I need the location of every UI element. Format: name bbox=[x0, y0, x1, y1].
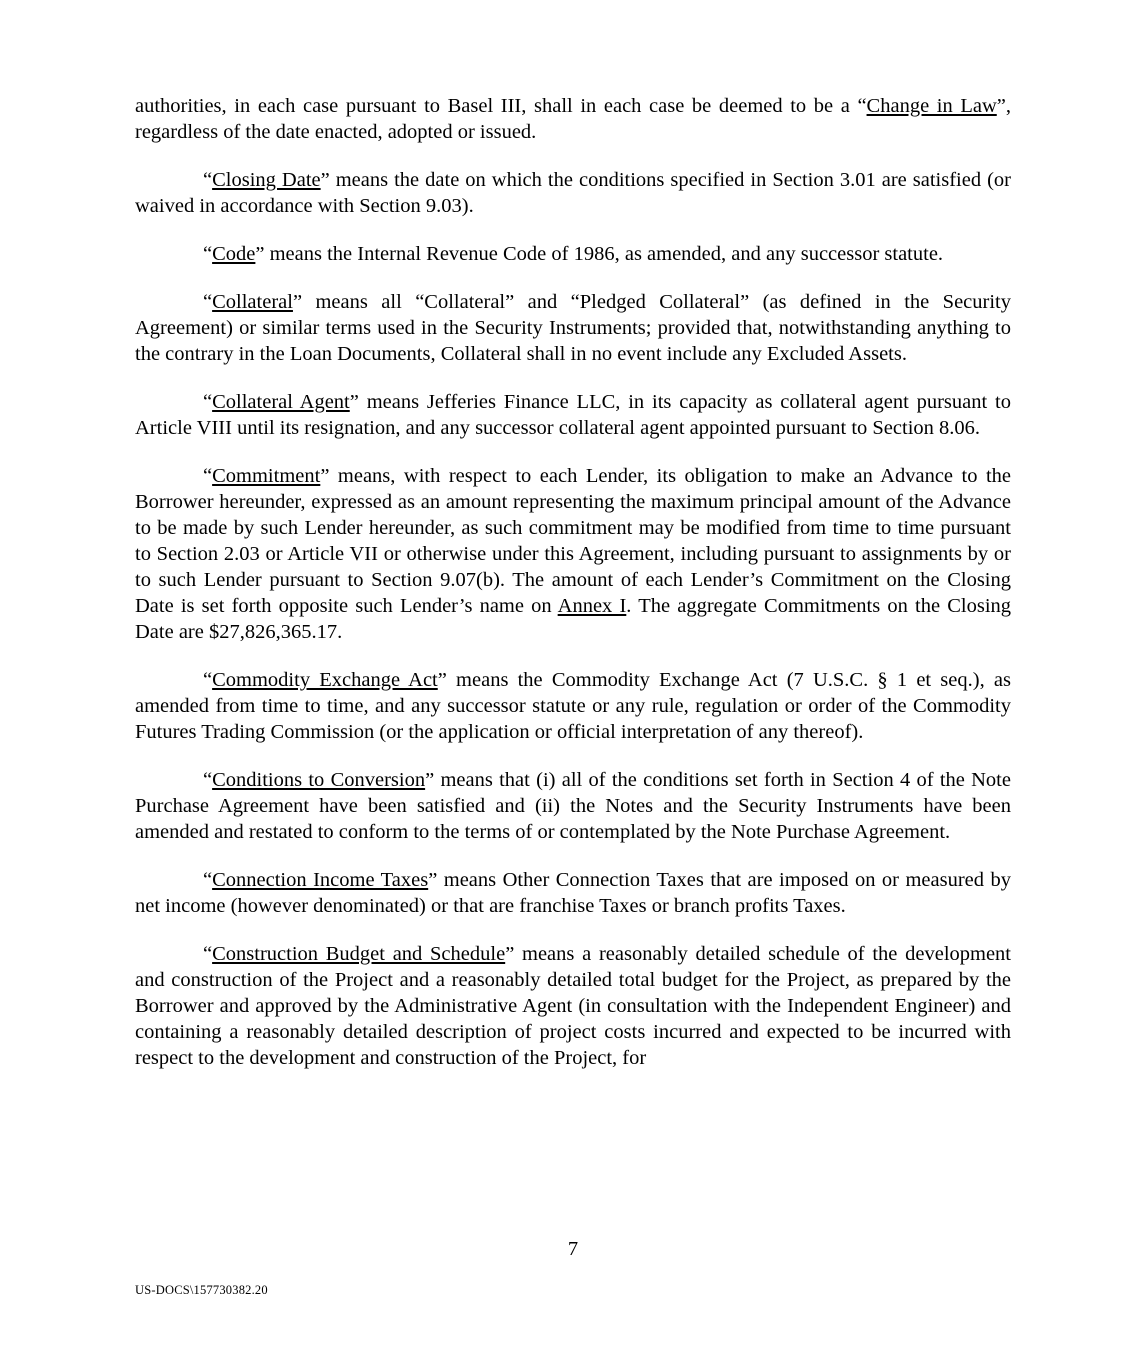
defined-term: Collateral bbox=[212, 291, 293, 313]
definition-collateral bbox=[135, 289, 1011, 367]
text-run: “ bbox=[203, 465, 213, 487]
page-number: 7 bbox=[567, 1238, 579, 1260]
defined-term: Change in Law bbox=[866, 95, 997, 117]
text-run: ”, regardless of the date enacted, adopted or issued. bbox=[135, 95, 1011, 143]
defined-term: Commodity Exchange Act bbox=[212, 669, 438, 691]
defined-term: Code bbox=[212, 243, 256, 265]
annex-reference: Annex I bbox=[557, 595, 627, 617]
text-run: ” means Jefferies Finance LLC, in its capacity as collateral agent pursuant to Article VIII until its resignation, and any successor collateral agent appointed pursuant to Section 8.06. bbox=[135, 391, 1011, 439]
document-body bbox=[135, 93, 1011, 1093]
definition-connection-income-taxes bbox=[135, 867, 1011, 919]
text-run: ” means a reasonably detailed schedule of the development and construction of the Project and a reasonably detailed total budget for the Project, as prepared by the Borrower and approved by the Administrative Agent (in consultation with the Independent Engineer) and containing a reasonably detailed description of project costs incurred and expected to be incurred with respect to the development and construction of the Project, for bbox=[135, 943, 1012, 1069]
definition-conditions-to-conversion bbox=[135, 767, 1011, 845]
definition-construction-budget-and-schedule bbox=[135, 941, 1011, 1071]
text-run: ” means that (i) all of the conditions set forth in Section 4 of the Note Purchase Agreement have been satisfied and (ii) the Notes and the Security Instruments have been amended and restated to conform to the terms of or contemplated by the Note Purchase Agreement. bbox=[135, 769, 1011, 843]
definition-commodity-exchange-act bbox=[135, 667, 1011, 745]
document-id: US-DOCS\157730382.20 bbox=[135, 1283, 268, 1297]
text-run: ” means Other Connection Taxes that are imposed on or measured by net income (however denominated) or that are franchise Taxes or branch profits Taxes. bbox=[135, 869, 1011, 917]
definition-commitment bbox=[135, 463, 1011, 645]
text-run: ” means all “Collateral” and “Pledged Collateral” (as defined in the Security Agreement) or similar terms used in the Security Instruments; provided that, notwithstanding anything to the contrary in the Loan Documents, Collateral shall in no event include any Excluded Assets. bbox=[135, 291, 1011, 365]
text-run: ” means, with respect to each Lender, its obligation to make an Advance to the Borrower hereunder, expressed as an amount representing the maximum principal amount of the Advance to be made by such Lender hereunder, as such commitment may be modified from time to time pursuant to Section 2.03 or Article VII or otherwise under this Agreement, including pursuant to assignments by or to such Lender pursuant to Section 9.07(b). The amount of each Lender’s Commitment on the Closing Date is set forth opposite such Lender’s name on bbox=[135, 465, 1011, 617]
text-run: “ bbox=[203, 943, 213, 965]
text-run: “ bbox=[203, 291, 213, 313]
text-run: “ bbox=[203, 769, 213, 791]
text-run: authorities, in each case pursuant to Basel III, shall in each case be deemed to be a “ bbox=[135, 95, 867, 117]
text-run: “ bbox=[203, 391, 213, 413]
text-run: ” means the date on which the conditions specified in Section 3.01 are satisfied (or waived in accordance with Section 9.03). bbox=[135, 169, 1011, 217]
text-run: “ bbox=[203, 869, 213, 891]
defined-term: Closing Date bbox=[212, 169, 321, 191]
defined-term: Construction Budget and Schedule bbox=[212, 943, 506, 965]
defined-term: Conditions to Conversion bbox=[212, 769, 426, 791]
text-run: ” means the Commodity Exchange Act (7 U.S.C. § 1 et seq.), as amended from time to time, and any successor statute or any rule, regulation or order of the Commodity Futures Trading Commission (or the application or official interpretation of any thereof). bbox=[135, 669, 1011, 743]
paragraph-change-in-law-cont bbox=[135, 93, 1011, 145]
defined-term: Collateral Agent bbox=[212, 391, 350, 413]
text-run: “ bbox=[203, 669, 213, 691]
defined-term: Connection Income Taxes bbox=[212, 869, 429, 891]
definition-code bbox=[135, 241, 1011, 267]
definition-collateral-agent bbox=[135, 389, 1011, 441]
text-run: . The aggregate Commitments on the Closing Date are $27,826,365.17. bbox=[135, 595, 1012, 643]
text-run: “ bbox=[203, 243, 213, 265]
definition-closing-date bbox=[135, 167, 1011, 219]
defined-term: Commitment bbox=[212, 465, 321, 487]
text-run: ” means the Internal Revenue Code of 1986, as amended, and any successor statute. bbox=[255, 243, 944, 265]
text-run: “ bbox=[203, 169, 213, 191]
